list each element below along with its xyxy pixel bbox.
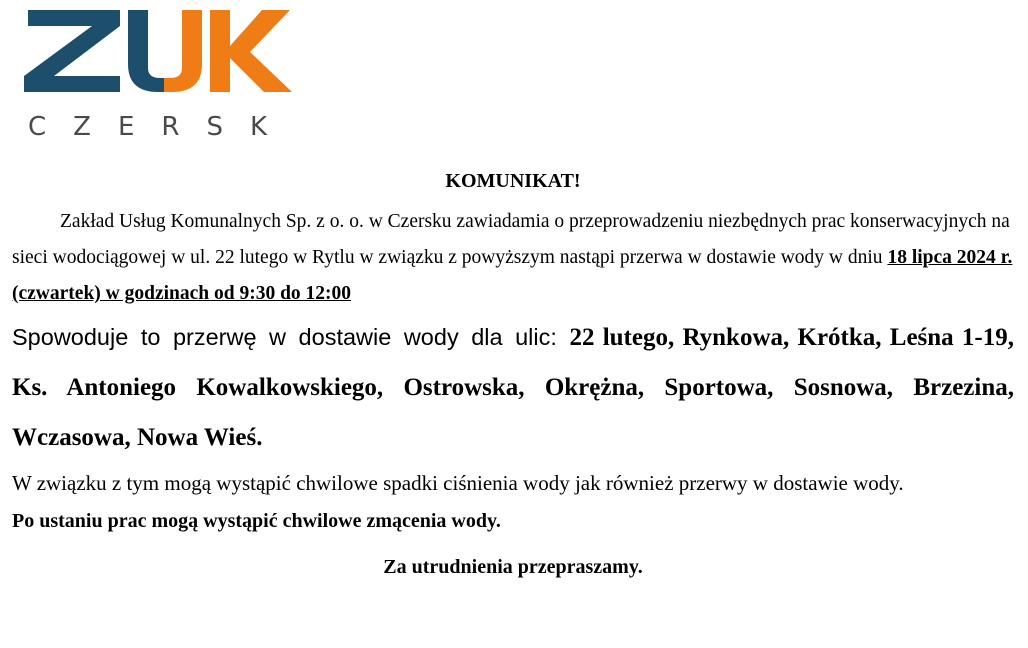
streets-intro: Spowoduje to przerwę w dostawie wody dla ulic:: [12, 324, 570, 350]
intro-text: Zakład Usług Komunalnych Sp. z o. o. w Czersku zawiadamia o przeprowadzeniu niezbędnych prac konserwacyjnych na sieci wodociągowej w ul. 22 lutego w Rytlu w związku z powyższym nastąpi przerwa w dostawie wody w dniu: [12, 211, 1010, 268]
logo-graphic: [24, 6, 314, 140]
logo-letter-u-left: [128, 10, 164, 92]
notice-title: KOMUNIKAT!: [445, 170, 581, 192]
notice-paragraph-intro: [12, 204, 1014, 312]
logo-letter-u-right: [164, 10, 202, 92]
logo-letter-z: [24, 10, 120, 92]
notice-apology: Za utrudnienia przepraszamy.: [383, 556, 643, 578]
streets-list: 22 lutego, Rynkowa, Krótka, Leśna 1-19, Ks. Antoniego Kowalkowskiego, Ostrowska, Okrężna, Sportowa, Sosnowa, Brzezina, Wczasowa, Nowa Wieś.: [12, 324, 1014, 451]
logo-subtitle: CZERSK: [28, 112, 295, 140]
outage-date: 18 lipca 2024 r. (czwartek) w godzinach od 9:30 do 12:00: [12, 247, 1013, 304]
notice-paragraph-streets: [12, 312, 1014, 463]
notice-body: [12, 168, 1014, 585]
notice-paragraph-pressure: W związku z tym mogą wystąpić chwilowe spadki ciśnienia wody jak również przerwy w dostawie wody.: [12, 471, 904, 495]
logo-letter-k: [210, 10, 292, 92]
zuk-czersk-logo: [24, 6, 314, 140]
notice-paragraph-turbidity: Po ustaniu prac mogą wystąpić chwilowe zmącenia wody.: [12, 510, 501, 532]
